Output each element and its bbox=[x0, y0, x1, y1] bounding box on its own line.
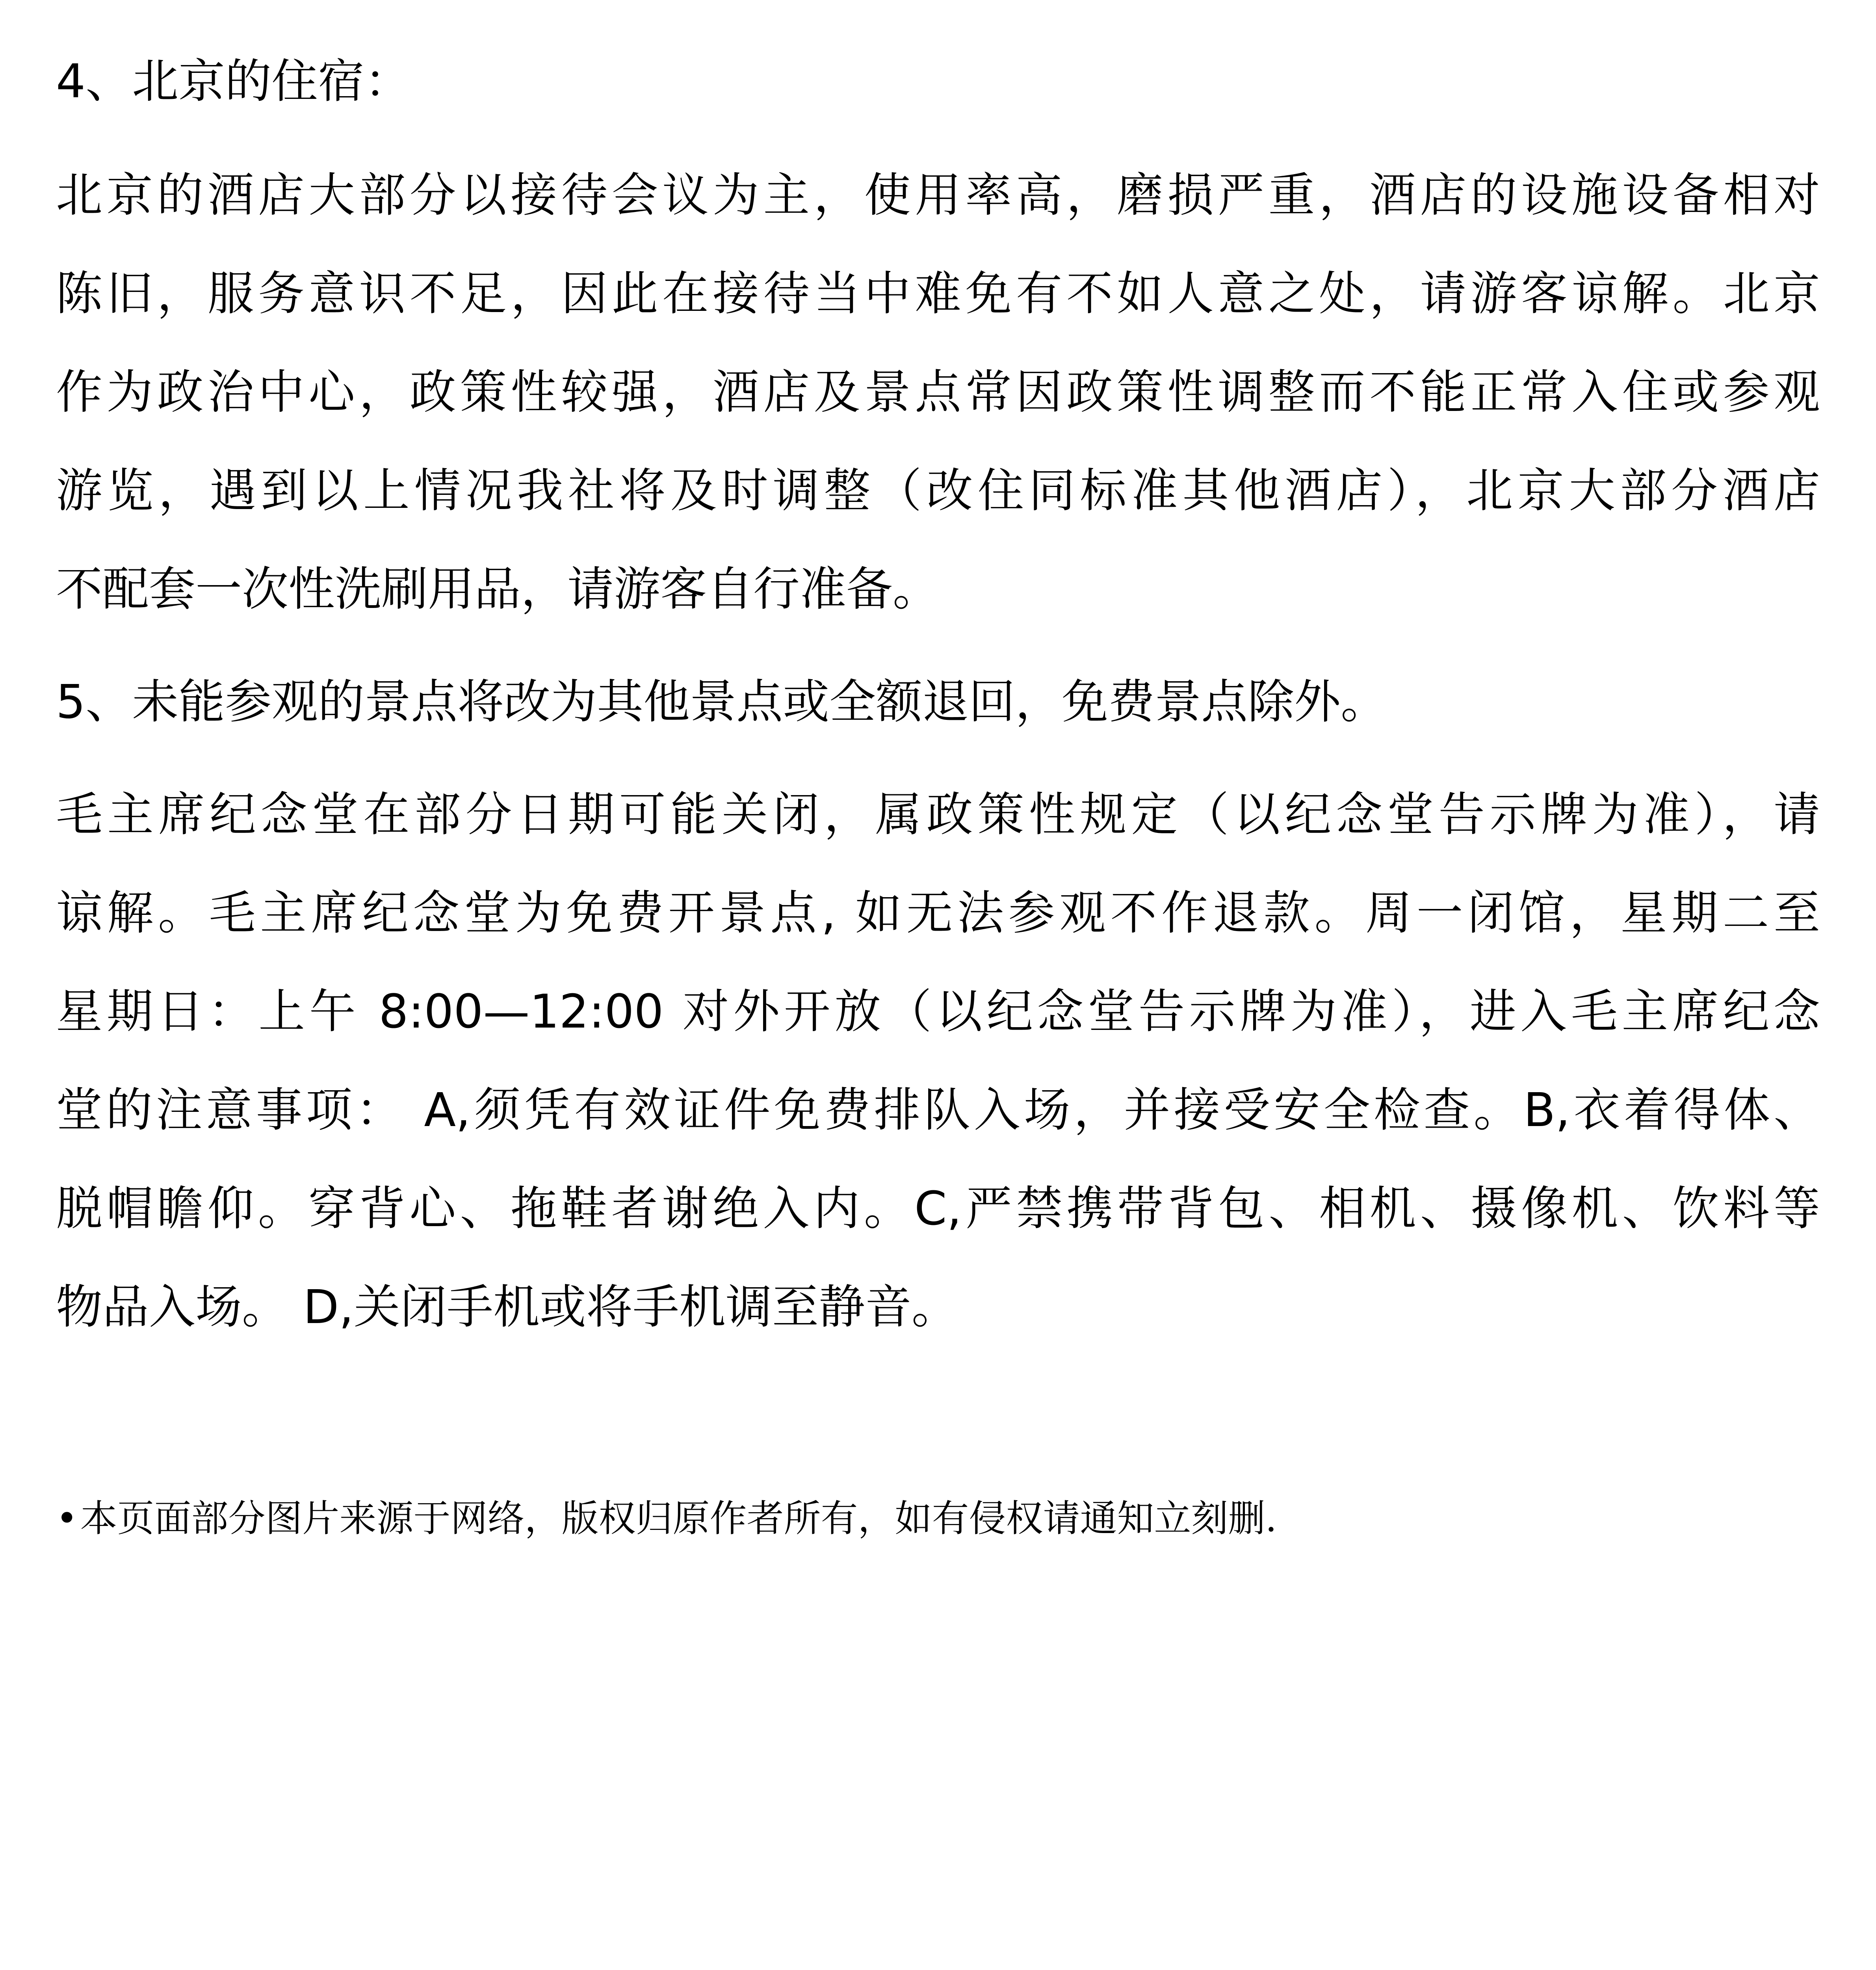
paragraph-line: 北京的酒店大部分以接待会议为主，使用率高，磨损严重，酒店的设施设备相对 bbox=[56, 168, 1820, 222]
paragraph-line: 脱帽瞻仰。穿背心、拖鞋者谢绝入内。C,严禁携带背包、相机、摄像机、饮料等 bbox=[56, 1181, 1820, 1236]
paragraph-line: 陈旧，服务意识不足，因此在接待当中难免有不如人意之处，请游客谅解。北京 bbox=[56, 266, 1820, 321]
paragraph-line: 星期日：上午 8:00—12:00 对外开放（以纪念堂告示牌为准），进入毛主席纪念 bbox=[56, 984, 1820, 1039]
section-5-heading: 5、未能参观的景点将改为其他景点或全额退回，免费景点除外。 bbox=[56, 675, 1387, 729]
paragraph-line: 不配套一次性洗刷用品，请游客自行准备。 bbox=[56, 562, 940, 616]
document-body bbox=[56, 47, 1820, 1370]
section-5-paragraph bbox=[56, 765, 1820, 1356]
copyright-footnote bbox=[56, 1493, 1277, 1544]
paragraph-line: 游览，遇到以上情况我社将及时调整（改住同标准其他酒店），北京大部分酒店 bbox=[56, 463, 1820, 518]
section-4-heading: 4、北京的住宿： bbox=[56, 54, 411, 108]
footnote-text: 本页面部分图片来源于网络，版权归原作者所有，如有侵权请通知立刻删. bbox=[80, 1497, 1277, 1540]
paragraph-line: 谅解。毛主席纪念堂为免费开景点, 如无法参观不作退款。周一闭馆，星期二至 bbox=[56, 886, 1820, 940]
paragraph-line: 物品入场。 D,关闭手机或将手机调至静音。 bbox=[56, 1280, 958, 1334]
bullet-icon: • bbox=[56, 1497, 78, 1540]
paragraph-line: 堂的注意事项： A,须凭有效证件免费排队入场，并接受安全检查。B,衣着得体、 bbox=[56, 1083, 1820, 1137]
paragraph-line: 作为政治中心，政策性较强，酒店及景点常因政策性调整而不能正常入住或参观 bbox=[56, 365, 1820, 419]
paragraph-line: 毛主席纪念堂在部分日期可能关闭，属政策性规定（以纪念堂告示牌为准），请 bbox=[56, 787, 1820, 842]
section-4-paragraph bbox=[56, 146, 1820, 638]
